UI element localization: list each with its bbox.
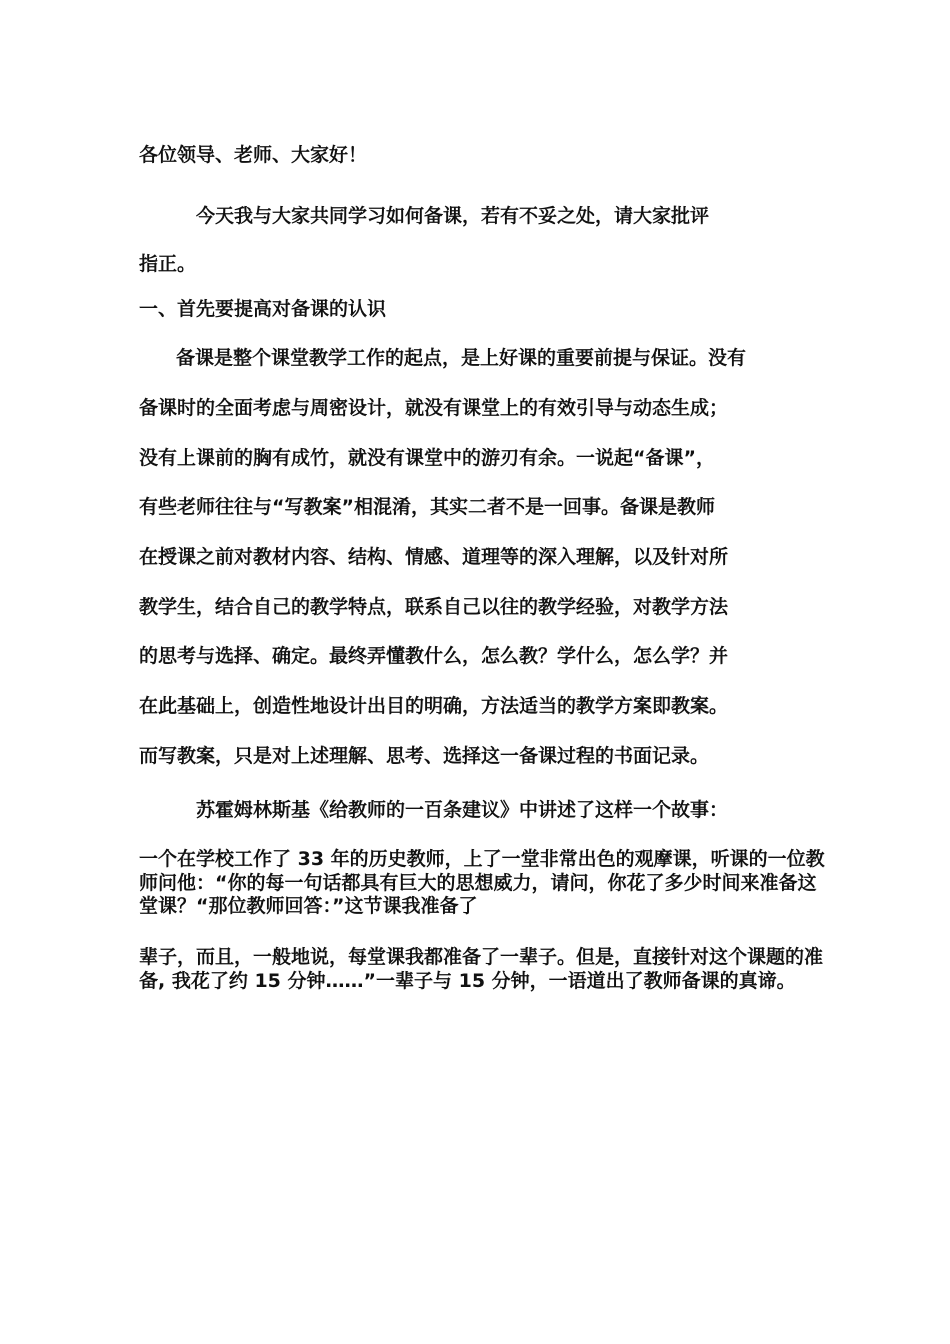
story-intro: 苏霍姆林斯基《给教师的一百条建议》中讲述了这样一个故事： <box>196 799 729 821</box>
paragraph-line: 有些老师往往与“写教案”相混淆，其实二者不是一回事。备课是教师 <box>139 496 715 518</box>
paragraph-line: 备课时的全面考虑与周密设计，就没有课堂上的有效引导与动态生成； <box>139 397 729 419</box>
paragraph-line: 的思考与选择、确定。最终弄懂教什么，怎么教？学什么，怎么学？并 <box>139 645 729 667</box>
paragraph-line: 在此基础上，创造性地设计出目的明确，方法适当的教学方案即教案。 <box>139 695 729 717</box>
intro-line-1: 今天我与大家共同学习如何备课，若有不妥之处，请大家批评 <box>196 205 710 227</box>
greeting-line: 各位领导、老师、大家好！ <box>139 144 368 166</box>
intro-line-2: 指正。 <box>139 253 197 275</box>
paragraph-line: 备课是整个课堂教学工作的起点，是上好课的重要前提与保证。没有 <box>176 347 747 369</box>
paragraph-line: 没有上课前的胸有成竹，就没有课堂中的游刃有余。一说起“备课”， <box>139 447 715 469</box>
paragraph-line: 而写教案，只是对上述理解、思考、选择这一备课过程的书面记录。 <box>139 745 710 767</box>
story-paragraph-2: 辈子，而且，一般地说，每堂课我都准备了一辈子。但是，直接针对这个课题的准备, 我花了约 15 分钟……”一辈子与 15 分钟，一语道出了教师备课的真谛。 <box>139 946 824 992</box>
paragraph-line: 在授课之前对教材内容、结构、情感、道理等的深入理解，以及针对所 <box>139 546 729 568</box>
story-paragraph-1: 一个在学校工作了 33 年的历史教师，上了一堂非常出色的观摩课，听课的一位教师问他：“你的每一句话都具有巨大的思想威力，请问，你花了多少时间来准备这堂课？“那位教师回答：”这节课我准备了 <box>139 848 825 917</box>
paragraph-line: 教学生，结合自己的教学特点，联系自己以往的教学经验，对教学方法 <box>139 596 729 618</box>
section-heading: 一、首先要提高对备课的认识 <box>139 298 387 320</box>
